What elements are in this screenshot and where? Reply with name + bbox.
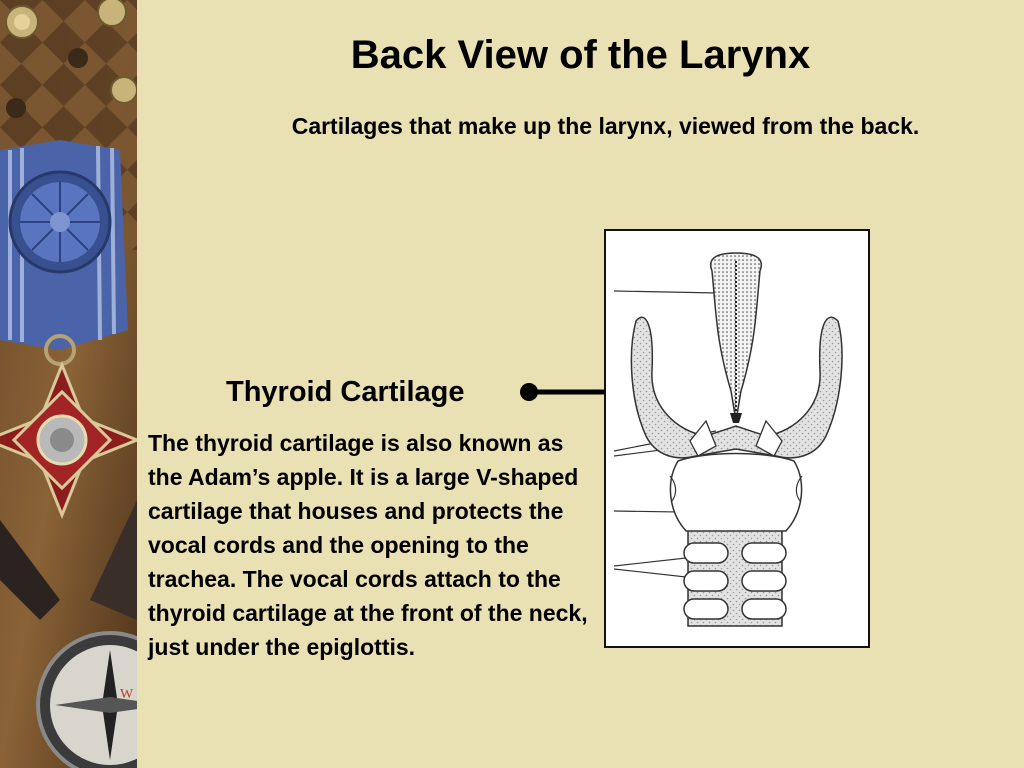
cricoid-cartilage — [670, 454, 801, 532]
medal-collage-image — [0, 0, 137, 768]
svg-text:W: W — [120, 687, 134, 702]
slide-title: Back View of the Larynx — [350, 33, 811, 77]
slide-subtitle: Cartilages that make up the larynx, viewed from the back. — [291, 113, 920, 139]
larynx-diagram — [604, 229, 870, 648]
thyroid-description: The thyroid cartilage is also known as the Adam’s apple. It is a large V-shaped cartilage that houses and protects the vocal cords and the opening to the trachea. The vocal cords attach to the thyroid cartilage at the front of the neck, just under the epiglottis. — [148, 430, 588, 660]
thyroid-cartilage-label: Thyroid Cartilage — [226, 376, 465, 408]
decorative-side-strip — [0, 0, 137, 768]
larynx-back-view-illustration — [606, 231, 868, 646]
